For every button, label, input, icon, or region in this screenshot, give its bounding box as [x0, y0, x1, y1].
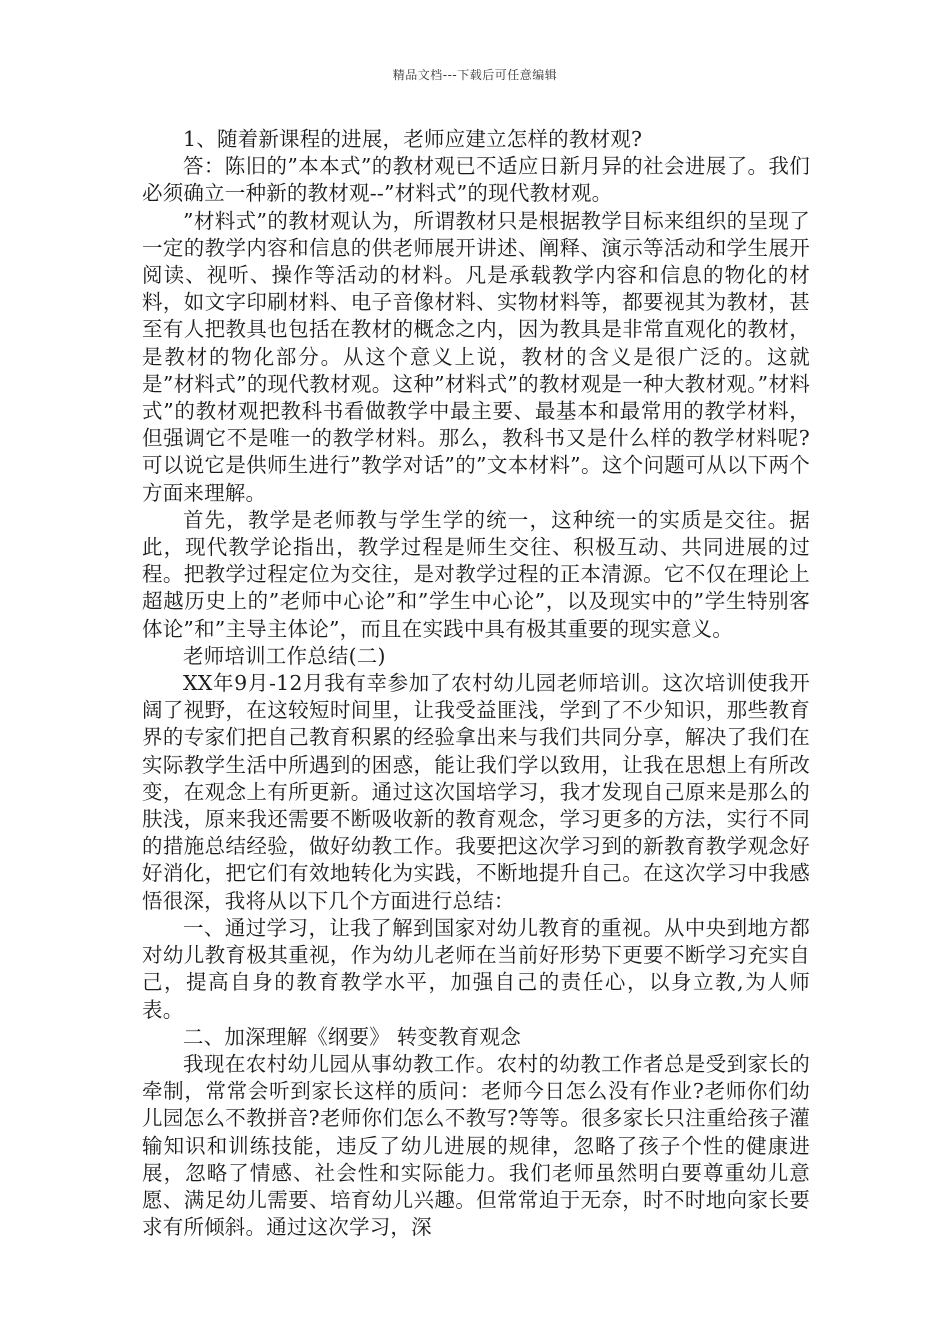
question-1-heading: 1、随着新课程的进展，老师应建立怎样的教材观? — [183, 127, 643, 151]
document-body — [142, 126, 810, 1241]
point-one-paragraph: 一、通过学习，让我了解到国家对幼儿教育的重视。从中央到地方都对幼儿教育极其重视，作为幼儿老师在当前好形势下更要不断学习充实自己，提高自身的教育教学水平，加强自己的责任心，以身立教,为人师表。 — [142, 915, 810, 1022]
teaching-interaction-paragraph: 首先，教学是老师教与学生学的统一，这种统一的实质是交往。据此，现代教学论指出，教学过程是师生交往、积极互动、共同进展的过程。把教学过程定位为交往，是对教学过程的正本清源。它不仅在理论上超越历史上的”老师中心论”和”学生中心论”，以及现实中的”学生特别客体论”和”主导主体论”，而且在实践中具有极其重要的现实意义。 — [142, 507, 810, 641]
page-header: 精品文档---下载后可任意编辑 — [392, 68, 558, 82]
answer-paragraph: 答：陈旧的”本本式”的教材观已不适应日新月异的社会进展了。我们必须确立一种新的教材观--”材料式”的现代教材观。 — [142, 154, 810, 206]
rural-kindergarten-paragraph: 我现在农村幼儿园从事幼教工作。农村的幼教工作者总是受到家长的牵制，常常会听到家长这样的质问：老师今日怎么没有作业?老师你们幼儿园怎么不教拼音?老师你们怎么不教写?等等。很多家长只注重给孩子灌输知识和训练技能，违反了幼儿进展的规律，忽略了孩子个性的健康进展，忽略了情感、社会性和实际能力。我们老师虽然明白要尊重幼儿意愿、满足幼儿需要、培育幼儿兴趣。但常常迫于无奈，时不时地向家长要求有所倾斜。通过这次学习，深 — [142, 1051, 810, 1240]
training-intro-paragraph: XX年9月-12月我有幸参加了农村幼儿园老师培训。这次培训使我开阔了视野，在这较短时间里，让我受益匪浅，学到了不少知识，那些教育界的专家们把自己教育积累的经验拿出来与我们共同分享，解决了我们在实际教学生活中所遇到的困惑，能让我们学以致用，让我在思想上有所改变，在观念上有所更新。通过这次国培学习，我才发现自己原来是那么的肤浅，原来我还需要不断吸收新的教育观念，学习更多的方法，实行不同的措施总结经验，做好幼教工作。我要把这次学习到的新教育教学观念好好消化，把它们有效地转化为实践，不断地提升自己。在这次学习中我感悟很深，我将从以下几个方面进行总结： — [142, 671, 810, 913]
point-two-heading: 二、加深理解《纲要》 转变教育观念 — [183, 1024, 521, 1049]
section-title-training-summary: 老师培训工作总结(二) — [183, 643, 386, 668]
material-view-paragraph: ”材料式”的教材观认为，所谓教材只是根据教学目标来组织的呈现了一定的教学内容和信息的供老师展开讲述、阐释、演示等活动和学生展开阅读、视听、操作等活动的材料。凡是承载教学内容和信息的物化的材料，如文字印刷材料、电子音像材料、实物材料等，都要视其为教材，甚至有人把教具也包括在教材的概念之内，因为教具是非常直观化的教材，是教材的物化部分。从这个意义上说，教材的含义是很广泛的。这就是”材料式”的现代教材观。这种”材料式”的教材观是一种大教材观。”材料式”的教材观把教科书看做教学中最主要、最基本和最常用的教学材料，但强调它不是唯一的教学材料。那么，教科书又是什么样的教学材料呢?可以说它是供师生进行”教学对话”的”文本材料”。这个问题可从以下两个方面来理解。 — [142, 208, 810, 505]
